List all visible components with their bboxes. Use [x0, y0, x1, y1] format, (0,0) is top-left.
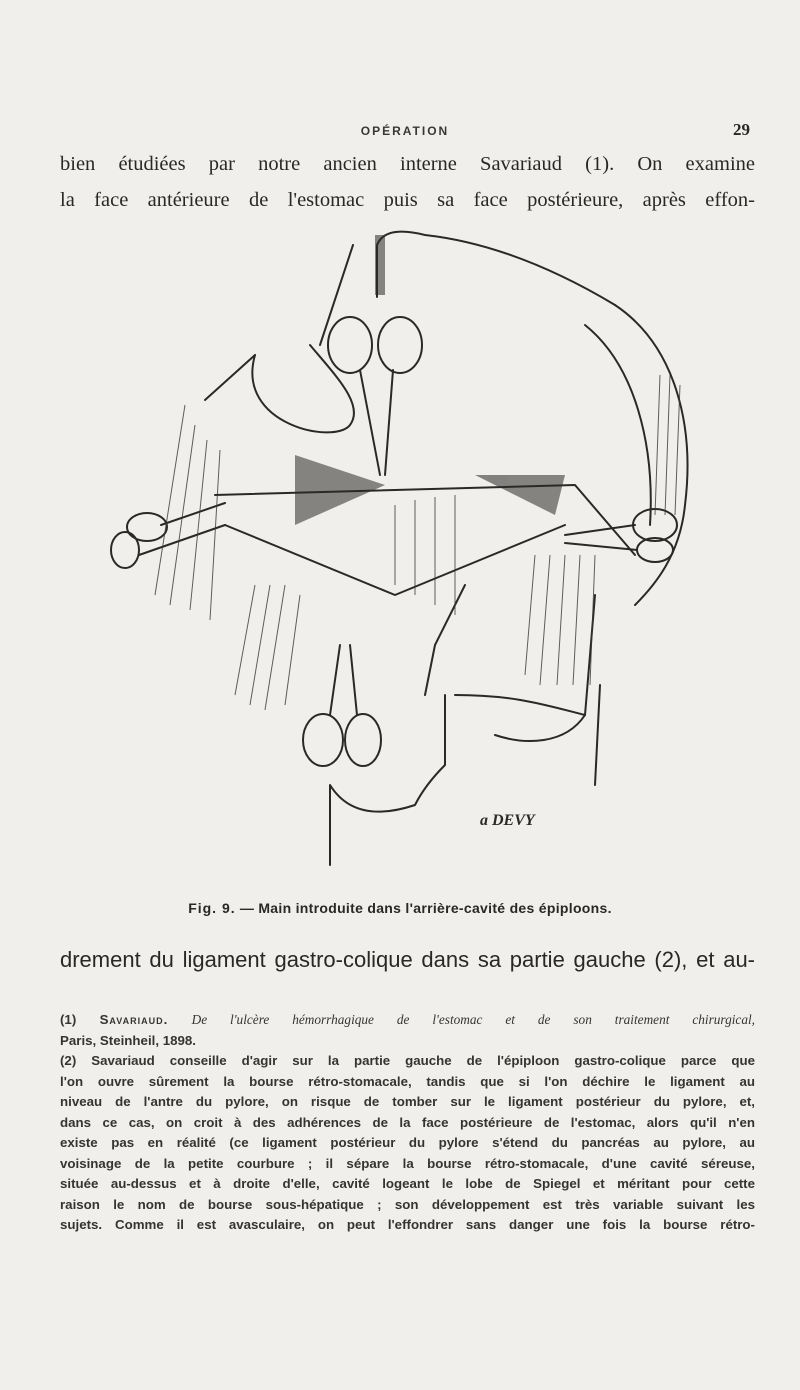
body-text-continuation: drement du ligament gastro-colique dans sa partie gauche (2), et au-	[60, 947, 755, 972]
lesser-curvature-outline	[252, 345, 354, 432]
bottom-forceps-ring-left	[303, 714, 343, 766]
left-fold-shading	[295, 455, 385, 525]
footnotes	[60, 1010, 755, 1236]
footnote-2	[60, 1051, 755, 1236]
left-clamp-shafts	[139, 503, 225, 555]
footnote-1-line	[60, 1010, 755, 1031]
footnote-2-line: raison le nom de bourse sous-hépatique ; son développement est très variable suivant les	[60, 1196, 755, 1212]
anatomical-illustration	[95, 225, 715, 885]
footnote-1-imprint: Paris, Steinheil, 1898.	[60, 1032, 196, 1048]
right-fold-shading	[475, 475, 565, 515]
body-text-line: bien étudiées par notre ancien interne Savariaud (1). On examine	[60, 153, 755, 175]
right-hatching	[525, 555, 595, 685]
top-forceps-ring-left	[328, 317, 372, 373]
artist-signature: a DEVY	[480, 812, 535, 829]
colon-segment	[455, 695, 585, 741]
lower-left-hatching	[235, 585, 300, 710]
footnote-1-author: Savariaud.	[99, 1012, 169, 1027]
illustration-drawing	[95, 225, 715, 885]
colon-right-wall	[585, 595, 595, 715]
body-text-line: la face antérieure de l'estomac puis sa face postérieure, après effon-	[60, 189, 755, 211]
greater-curvature-outline	[615, 305, 687, 605]
footnote-2-line: voisinage de la petite courbure ; il sépare la bourse rétro-stomacale, d'une cavité séreuse,	[60, 1155, 755, 1171]
left-hatching	[155, 405, 220, 620]
left-stomach-edge	[205, 355, 255, 400]
right-edge-hatching	[655, 375, 680, 515]
inner-curve	[585, 325, 651, 525]
footnote-2-line: sujets. Comme il est avasculaire, on peut l'effondrer sans danger une fois la bourse rétro-	[60, 1217, 755, 1232]
right-lower-line	[595, 685, 600, 785]
footnote-2-line: située au-dessus et à droite d'elle, cavité logeant le lobe de Spiegel et méritant pour cette	[60, 1176, 755, 1191]
central-shading	[395, 495, 455, 615]
top-forceps-shafts	[360, 370, 393, 475]
figure-caption-label: Fig. 9.	[188, 900, 236, 916]
footnote-1-title: De l'ulcère hémorrhagique de l'estomac et de son traitement chirurgical,	[191, 1012, 755, 1027]
footnote-1-marker: (1)	[60, 1012, 77, 1027]
bottom-forceps-ring-right	[345, 714, 381, 766]
left-clamp-ring-upper	[127, 513, 167, 541]
footnote-1	[60, 1010, 755, 1051]
footnote-2-line: existe pas en réalité (ce ligament postérieur du pylore s'étend du pancréas au pylore, au	[60, 1135, 755, 1150]
top-forceps-ring-right	[378, 317, 422, 373]
left-clamp-ring-lower	[111, 532, 139, 568]
wrist-shading	[375, 235, 385, 295]
incision-line	[320, 245, 353, 345]
figure-caption	[0, 900, 800, 916]
figure-caption-text: — Main introduite dans l'arrière-cavité des épiploons.	[239, 900, 612, 916]
bottom-forceps-shafts	[330, 645, 357, 715]
footnote-2-line: niveau de l'antre du pylore, on risque de tomber sur le ligament postérieur du pylore, et,	[60, 1094, 755, 1109]
colon-left-wall	[425, 585, 465, 695]
page-number: 29	[733, 120, 750, 139]
mesocolon-outline	[330, 695, 445, 865]
forearm-outline	[377, 232, 615, 305]
footnote-2-line: dans ce cas, on croit à des adhérences de la face postérieure de l'estomac, alors qu'il n'en	[60, 1114, 755, 1130]
footnote-2-line: (2) Savariaud conseille d'agir sur la partie gauche de l'épiploon gastro-colique parce que	[60, 1053, 755, 1068]
footnote-2-line: l'on ouvre sûrement la bourse rétro-stomacale, tandis que si l'on déchire le ligament au	[60, 1073, 755, 1089]
running-head-title: OPÉRATION	[360, 124, 450, 138]
